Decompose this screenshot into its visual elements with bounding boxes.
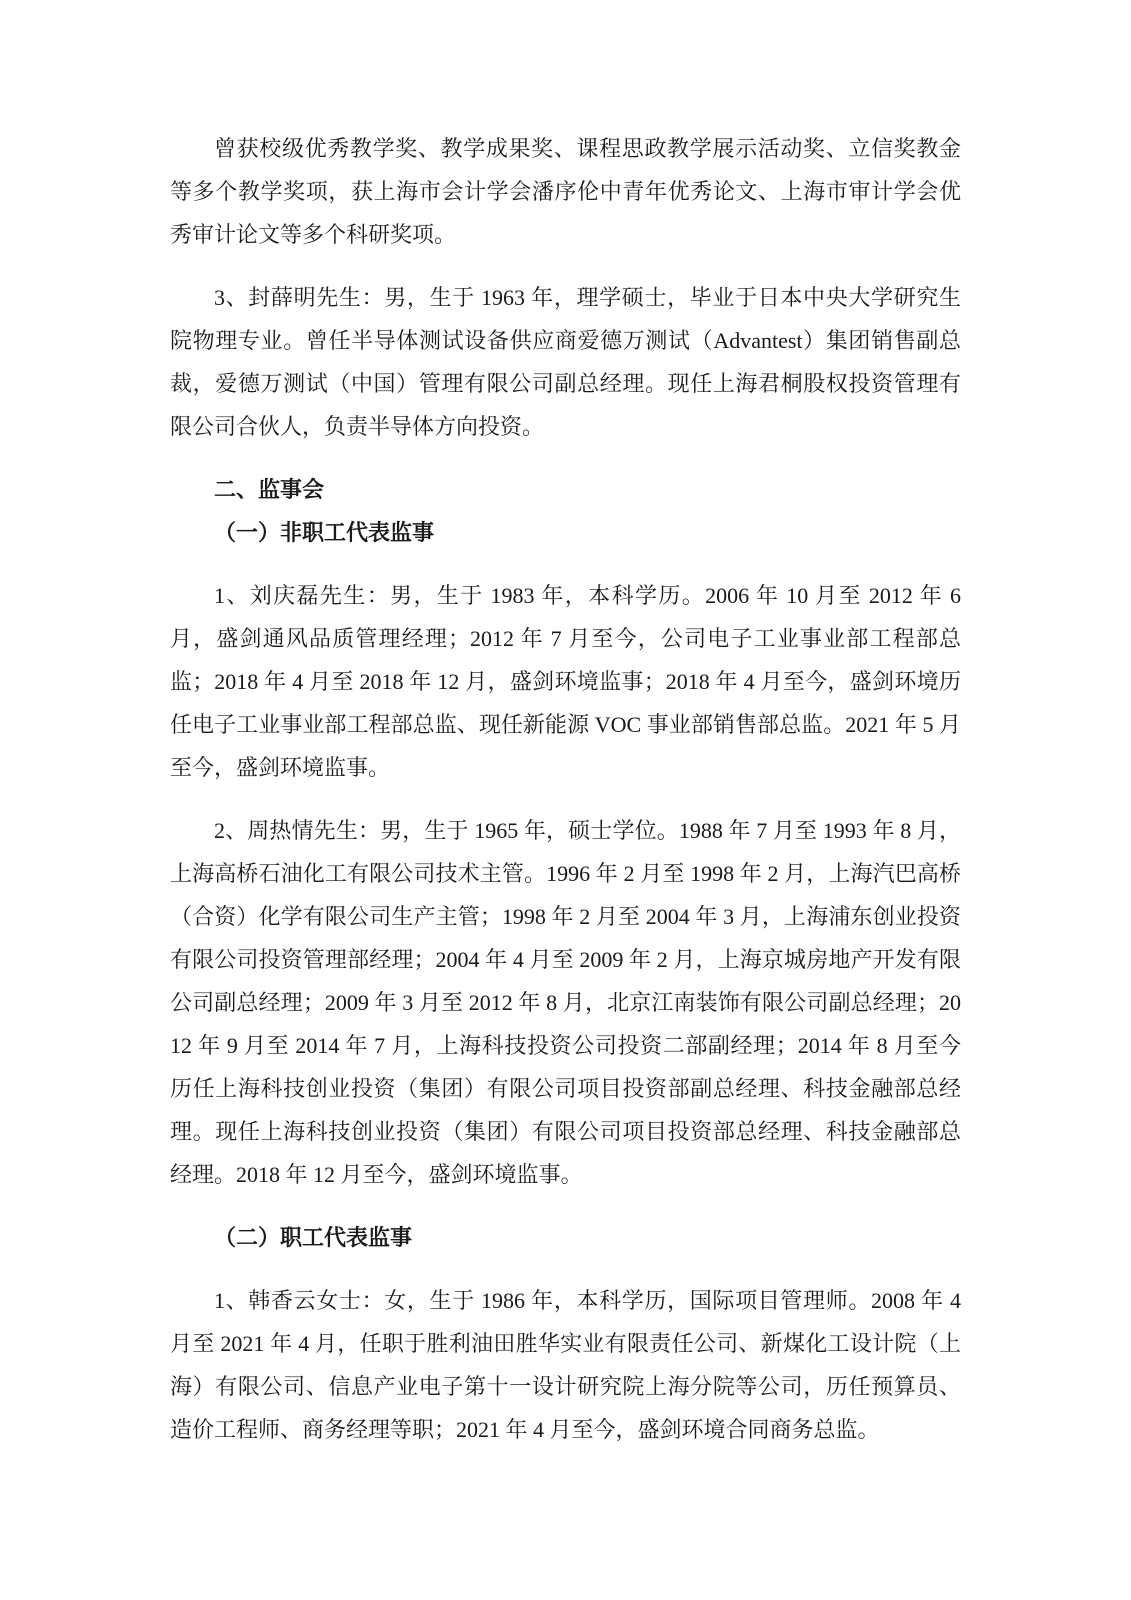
heading-non-employee-representative-supervisors: （一）非职工代表监事 <box>214 520 435 545</box>
paragraph-zhou-reqing-bio: 2、周热情先生：男，生于 1965 年，硕士学位。1988 年 7 月至 1993 年 8 月，上海高桥石油化工有限公司技术主管。1996 年 2 月至 1998 年 2 月，上海汽巴高桥（合资）化学有限公司生产主管；1998 年 2 月至 2004 年 3 月，上海浦东创业投资有限公司投资管理部经理；2004 年 4 月至 2009 年 2 月，上海京城房地产开发有限公司副总经理；2009 年 3 月至 2012 年 8 月，北京江南装饰有限公司副总经理；2012 年 9 月至 2014 年 7 月，上海科技投资公司投资二部副经理；2014 年 8 月至今历任上海科技创业投资（集团）有限公司项目投资部副总经理、科技金融部总经理。现任上海科技创业投资（集团）有限公司项目投资部总经理、科技金融部总经理。2018 年 12 月至今，盛剑环境监事。 <box>170 818 961 1187</box>
paragraph-teaching-awards: 曾获校级优秀教学奖、教学成果奖、课程思政教学展示活动奖、立信奖教金等多个教学奖项，获上海市会计学会潘序伦中青年优秀论文、上海市审计学会优秀审计论文等多个科研奖项。 <box>170 136 961 247</box>
heading-employee-representative-supervisors: （二）职工代表监事 <box>214 1225 413 1250</box>
paragraph-han-xiangyun-bio: 1、韩香云女士：女，生于 1986 年，本科学历，国际项目管理师。2008 年 4 月至 2021 年 4 月，任职于胜利油田胜华实业有限责任公司、新煤化工设计院（上海）有限公司、信息产业电子第十一设计研究院上海分院等公司，历任预算员、造价工程师、商务经理等职；2021 年 4 月至今，盛剑环境合同商务总监。 <box>170 1288 961 1442</box>
paragraph-liu-qinglei-bio: 1、刘庆磊先生：男，生于 1983 年，本科学历。2006 年 10 月至 2012 年 6 月，盛剑通风品质管理经理；2012 年 7 月至今，公司电子工业事业部工程部总监；2018 年 4 月至 2018 年 12 月，盛剑环境监事；2018 年 4 月至今，盛剑环境历任电子工业事业部工程部总监、现任新能源 VOC 事业部销售部总监。2021 年 5 月至今，盛剑环境监事。 <box>170 583 961 780</box>
heading-supervisory-board: 二、监事会 <box>214 477 325 502</box>
paragraph-feng-xueming-bio: 3、封薛明先生：男，生于 1963 年，理学硕士，毕业于日本中央大学研究生院物理专业。曾任半导体测试设备供应商爱德万测试（Advantest）集团销售副总裁，爱德万测试（中国）管理有限公司副总经理。现任上海君桐股权投资管理有限公司合伙人，负责半导体方向投资。 <box>170 285 961 439</box>
